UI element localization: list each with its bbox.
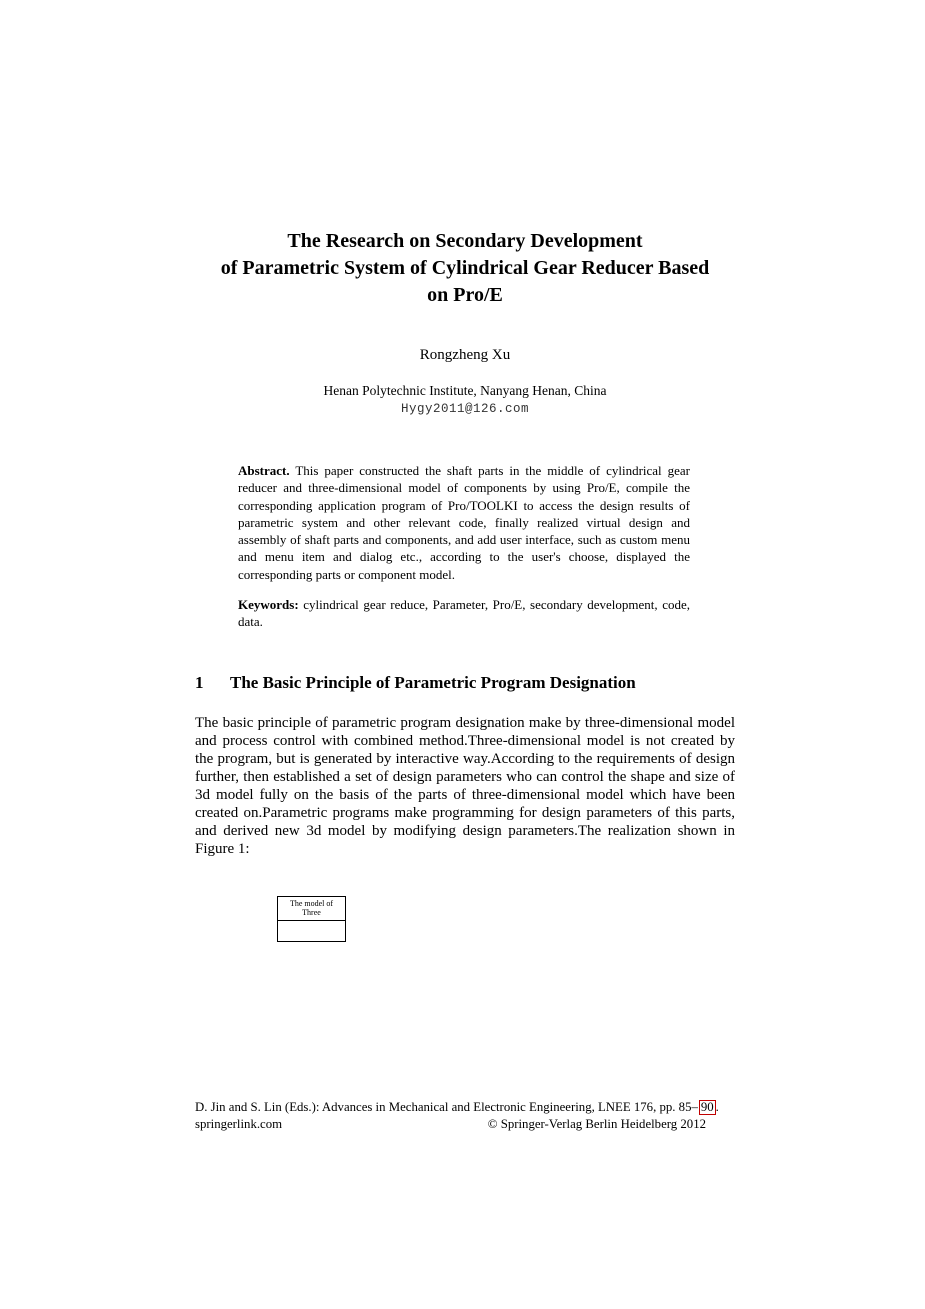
abstract-text: This paper constructed the shaft parts in the middle of cylindrical gear reducer and three-dimensional model of components by using Pro/E, compile the corresponding application program of Pro/TOOLKI to access the design results of parametric system and other relevant code, finally realized virtual design and assembly of shaft parts and components, and add user interface, such as custom menu and menu item and dialog etc., according to the user's choose, displayed the corresponding parts or component model.: [238, 463, 690, 582]
author-email: Hygy2011@126.com: [400, 402, 530, 416]
paper-title-line-1: The Research on Secondary Development: [287, 230, 643, 252]
author-name: Rongzheng Xu: [419, 347, 511, 363]
section-1-body: The basic principle of parametric program designation make by three-dimensional model and process control with combined method.Three-dimensional model is not created by the program, but is generated by interactive way.According to the requirements of design further, then established a set of design parameters who can control the shape and size of 3d model fully on the basis of the parts of three-dimensional model which have been created on.Parametric programs make programming for design parameters of this parts, and derived new 3d model by modifying design parameters.The realization shown in Figure 1:: [195, 714, 735, 858]
section-1-number: 1: [195, 672, 204, 692]
keywords-paragraph: [238, 596, 690, 631]
paper-title-line-2: of Parametric System of Cylindrical Gear Reducer Based: [220, 257, 710, 279]
keywords-text: cylindrical gear reduce, Parameter, Pro/E, secondary development, code, data.: [238, 597, 690, 630]
paper-title-line-3: on Pro/E: [427, 284, 503, 306]
footer-imprint-line: [195, 1117, 706, 1132]
section-1-heading: [195, 673, 735, 693]
paper-title: [195, 228, 735, 309]
abstract-paragraph: [238, 462, 690, 583]
footer-editors-text: D. Jin and S. Lin (Eds.): Advances in Mechanical and Electronic Engineering, LNEE 176, pp. 85–: [195, 1100, 698, 1114]
page-footer: [195, 1100, 719, 1132]
section-1-title: The Basic Principle of Parametric Program Designation: [230, 672, 636, 692]
figure-1-flowchart-box: [277, 896, 346, 942]
page-link-box[interactable]: 90: [700, 1100, 714, 1114]
paper-page-content: [195, 228, 735, 917]
author-affiliation: Henan Polytechnic Institute, Nanyang Henan, China: [323, 383, 607, 398]
footer-editors-line: [195, 1100, 719, 1115]
figure-1-box-label-line-1: The model of: [289, 899, 334, 908]
footer-site: springerlink.com: [195, 1117, 283, 1131]
figure-1-box-label: [278, 897, 345, 921]
keywords-label: Keywords:: [238, 597, 299, 613]
footer-editors-period: .: [715, 1100, 719, 1114]
figure-1-box-label-line-2: Three: [302, 908, 321, 917]
abstract-label: Abstract.: [238, 463, 290, 478]
footer-copyright: © Springer-Verlag Berlin Heidelberg 2012: [487, 1117, 706, 1131]
